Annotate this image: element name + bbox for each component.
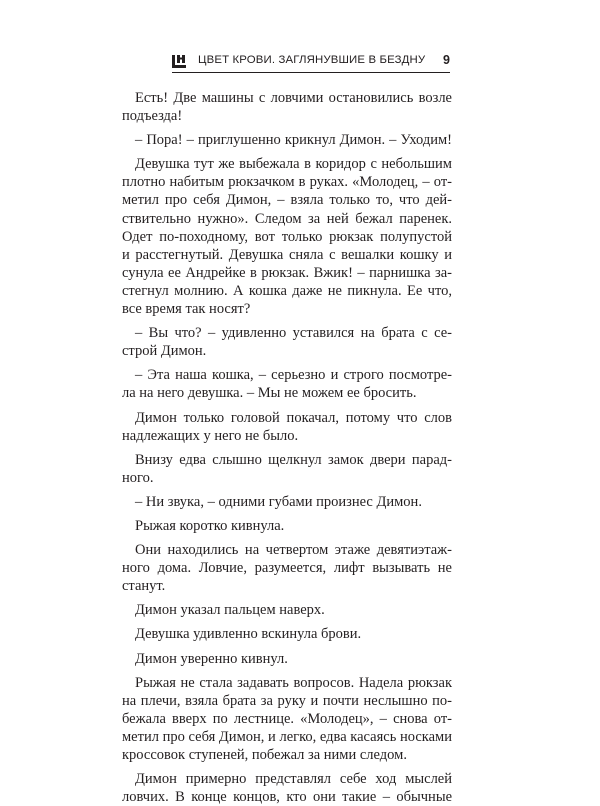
paragraph bbox=[122, 366, 452, 402]
text-line: ла на него девушка. – Мы не можем ее бросить. bbox=[122, 385, 417, 402]
text-line: Они находились на четвертом этаже девятиэтаж- bbox=[135, 542, 452, 559]
page-number: 9 bbox=[443, 53, 450, 67]
text-line: Димон примерно представлял себе ход мыслей bbox=[135, 771, 452, 788]
paragraph bbox=[122, 770, 452, 806]
header-rule bbox=[172, 72, 450, 73]
text-line: сунула ее Андрейке в рюкзак. Вжик! – парнишка за- bbox=[122, 264, 452, 281]
text-line: плотно набитым рюкзачком в руках. «Молодец, – от- bbox=[122, 174, 452, 191]
text-line: – Пора! – приглушенно крикнул Димон. – Уходим! bbox=[135, 132, 452, 149]
body-text bbox=[122, 89, 452, 806]
paragraph bbox=[122, 493, 452, 511]
text-line: ствительно нужно». Следом за ней бежал паренек. bbox=[122, 210, 452, 227]
text-line: – Ни звука, – одними губами произнес Димон. bbox=[135, 493, 422, 510]
text-line: бежала вверх по лестнице. «Молодец», – снова от- bbox=[122, 710, 452, 727]
text-line: Рыжая не стала задавать вопросов. Надела рюкзак bbox=[135, 674, 452, 691]
text-line: Димон указал пальцем наверх. bbox=[135, 602, 325, 619]
text-line: кроссовок ступеней, побежал за ними следом. bbox=[122, 747, 407, 763]
text-line: Рыжая коротко кивнула. bbox=[135, 517, 285, 534]
text-line: Девушка тут же выбежала в коридор с небольшим bbox=[135, 156, 452, 173]
text-line: Димон только головой покачал, потому что слов bbox=[135, 409, 452, 426]
paragraph bbox=[122, 674, 452, 764]
paragraph bbox=[122, 89, 452, 125]
text-line: Внизу едва слышно щелкнул замок двери парад- bbox=[135, 451, 452, 468]
paragraph bbox=[122, 650, 452, 668]
paragraph bbox=[122, 601, 452, 619]
publisher-logo-icon bbox=[172, 55, 186, 68]
text-line: надлежащих у него не было. bbox=[122, 427, 299, 444]
text-line: и расстегнутый. Девушка сняла с вешалки кошку и bbox=[122, 246, 452, 263]
text-line: метил про себя Димон, – взяла только то, что дей- bbox=[122, 192, 452, 209]
text-line: строй Димон. bbox=[122, 343, 207, 360]
text-line: все время так носят? bbox=[122, 301, 251, 318]
text-line: стегнул молнию. А кошка даже не пикнула. Ее что, bbox=[122, 282, 452, 299]
running-title: ЦВЕТ КРОВИ. ЗАГЛЯНУВШИЕ В БЕЗДНУ bbox=[198, 54, 426, 66]
text-line: Одет по-походному, вот только рюкзак полупустой bbox=[122, 228, 452, 245]
text-line: Есть! Две машины с ловчими остановились возле bbox=[135, 90, 452, 106]
text-line: ного дома. Ловчие, разумеется, лифт вызывать не bbox=[122, 560, 452, 577]
text-line: ного. bbox=[122, 469, 154, 486]
paragraph bbox=[122, 451, 452, 487]
running-header bbox=[172, 52, 450, 72]
text-line: подъезда! bbox=[122, 108, 183, 125]
text-line: на плечи, взяла брата за руку и почти неслышно по- bbox=[122, 692, 452, 709]
paragraph bbox=[122, 517, 452, 535]
text-line: станут. bbox=[122, 578, 166, 595]
text-line: ловчих. В конце концов, кто они такие – обычные bbox=[122, 789, 452, 806]
text-line: Девушка удивленно вскинула брови. bbox=[135, 626, 362, 643]
text-line: – Эта наша кошка, – серьезно и строго посмотре- bbox=[135, 367, 452, 384]
paragraph bbox=[122, 131, 452, 149]
paragraph bbox=[122, 541, 452, 595]
paragraph bbox=[122, 625, 452, 643]
paragraph bbox=[122, 409, 452, 445]
text-line: – Вы что? – удивленно уставился на брата с се- bbox=[135, 325, 452, 342]
text-line: метил про себя Димон, и легко, едва касаясь носками bbox=[122, 728, 452, 745]
text-line: Димон уверенно кивнул. bbox=[135, 650, 288, 667]
paragraph bbox=[122, 155, 452, 318]
paragraph bbox=[122, 324, 452, 360]
